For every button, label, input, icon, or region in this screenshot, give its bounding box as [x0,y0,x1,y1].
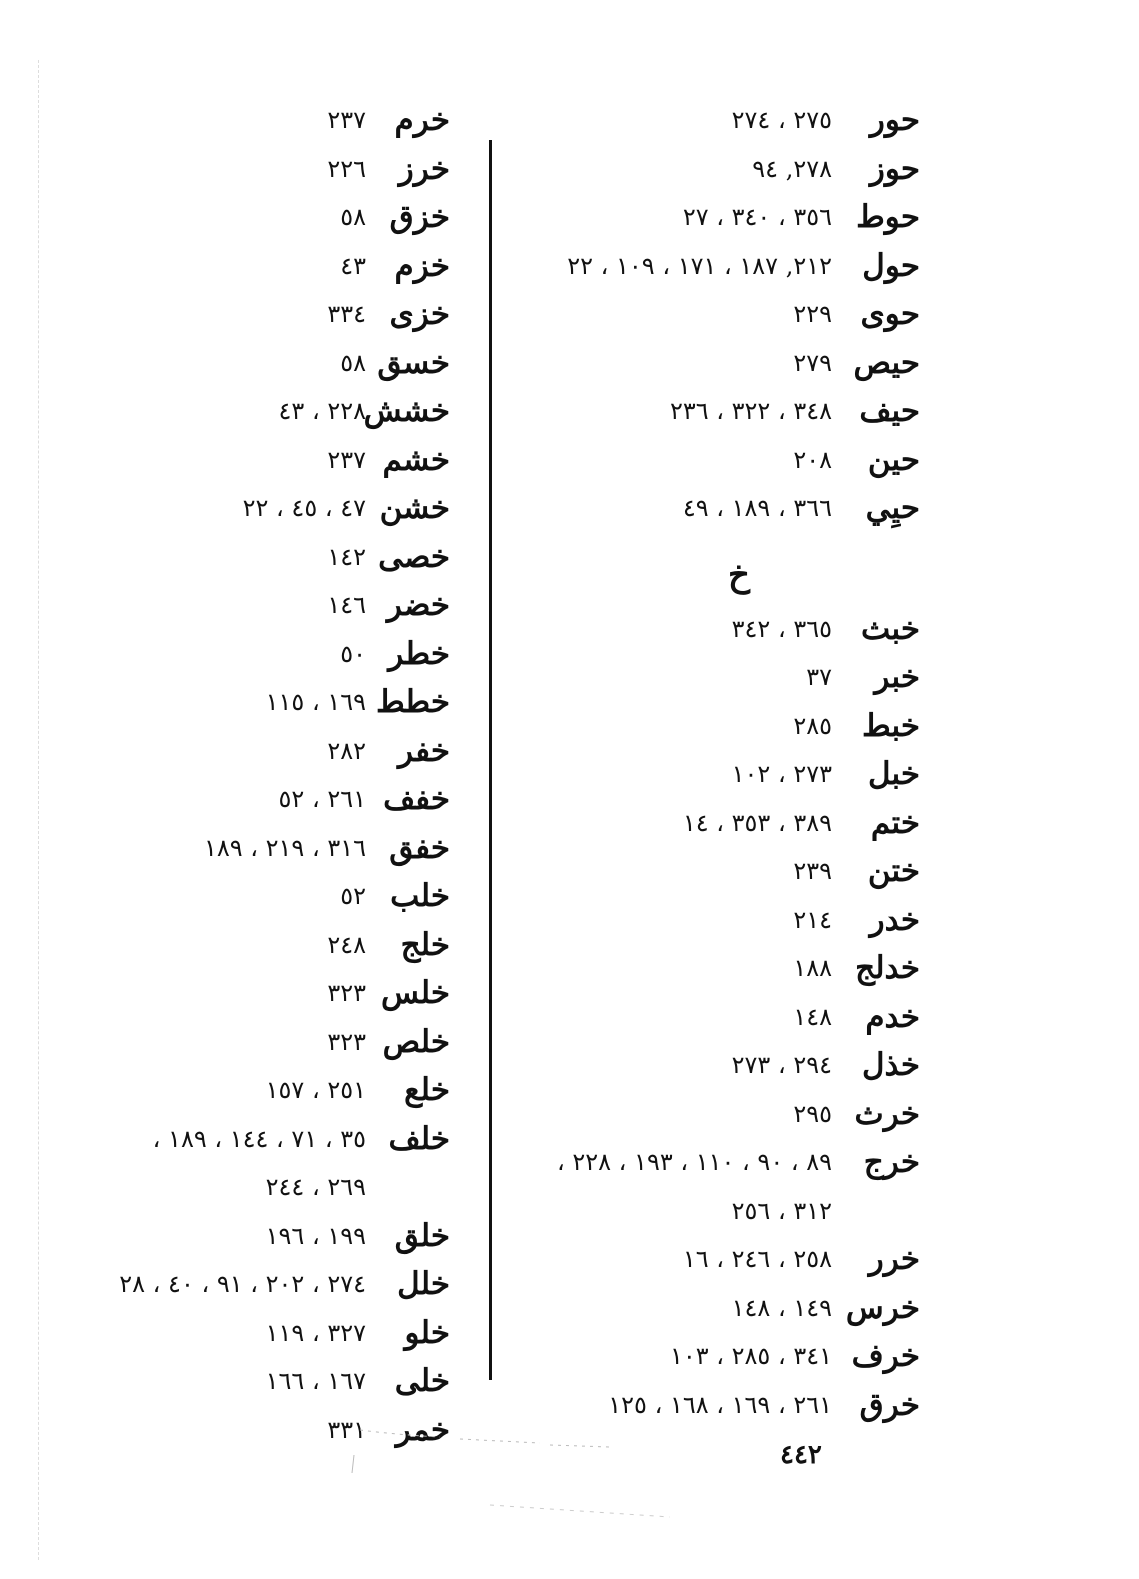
entry-pages: ١٦٩ ، ١١٥ [265,688,366,716]
entry-root: خفر [398,732,450,769]
entry-pages: ٣٥٦ ، ٣٤٠ ، ٢٧ [682,203,832,231]
entry-root: خفق [389,829,450,866]
column-divider [489,140,492,1380]
entry-pages: ٢٧٨, ٩٤ [752,154,832,183]
index-entry [110,387,460,436]
index-entry [110,96,460,145]
entry-root: خلج [400,926,450,963]
entry-root: خطر [388,635,450,672]
entry-pages: ٢٢٨ ، ٤٣ [278,397,366,425]
entry-root: خفف [383,781,450,817]
entry-pages: ٤٣ [340,251,366,280]
index-entry [540,944,920,993]
entry-pages: ٣٤٨ ، ٣٢٢ ، ٢٣٦ [669,397,832,425]
entry-root: خبث [861,610,920,647]
entry-pages: ٢٧٣ ، ١٠٢ [731,760,832,788]
index-entry [110,775,460,824]
index-entry [110,678,460,727]
index-entry [540,702,920,751]
entry-root: حول [862,247,920,284]
right-entries-top [540,96,920,533]
entry-pages: ٣٦٥ ، ٣٤٢ [731,614,832,643]
index-entry [540,436,920,485]
index-entry [110,969,460,1018]
index-entry [540,1332,920,1381]
entry-root: خدر [869,901,920,938]
index-entry [540,242,920,291]
entry-root: خمر [395,1411,450,1448]
letter-heading-text: خ [728,554,750,595]
entry-root: حين [867,441,920,478]
index-entry [540,1138,920,1187]
index-entry [110,242,460,291]
index-entry [540,1090,920,1139]
entry-pages: ٣١٦ ، ٢١٩ ، ١٨٩ [203,833,366,862]
entry-root: خزم [394,247,450,284]
entry-root: خذل [862,1047,920,1083]
entry-pages: ٣٤١ ، ٢٨٥ ، ١٠٣ [669,1342,832,1370]
index-entry [540,290,920,339]
entry-root: خزق [389,199,450,235]
index-entry [110,1018,460,1067]
entry-root: خزى [389,296,450,332]
entry-root: ختم [870,804,920,841]
entry-root: خرر [868,1241,920,1277]
entry-root: خلس [381,975,450,1011]
index-entry [540,799,920,848]
entry-pages: ٣٣١ [327,1415,366,1444]
index-entry [540,193,920,242]
entry-pages: ١٤٢ [327,542,366,571]
entry-root: خلو [404,1314,450,1351]
entry-root: خلى [394,1363,450,1399]
entry-pages: ١٤٩ ، ١٤٨ [731,1293,832,1322]
entry-pages: ٢٥١ ، ١٥٧ [265,1076,366,1104]
index-entry [540,1187,920,1236]
entry-root: خشش [363,393,450,429]
index-entry [540,605,920,654]
entry-root: خلف [388,1120,450,1157]
entry-pages: ٣٢٣ [327,1027,366,1056]
entry-root: خسق [377,344,450,381]
entry-root: خطط [375,684,450,720]
entry-root: خرز [398,150,450,187]
entry-pages: ٣٢٧ ، ١١٩ [265,1318,366,1347]
entry-root: خرس [845,1289,920,1326]
entry-root: حيف [859,393,920,429]
index-entry [110,484,460,533]
scan-specks [340,1425,740,1545]
entry-pages: ٢٢٦ [327,154,366,183]
entry-pages: ٥٨ [340,203,366,231]
entry-pages: ٢٢٩ [793,300,832,328]
entry-root: خلع [404,1072,450,1108]
entry-pages: ٢٩٤ ، ٢٧٣ [731,1051,832,1079]
index-entry [540,484,920,533]
page-number: ٤٤٢ [780,1440,822,1470]
index-entry [110,1163,460,1212]
entry-pages: ٨٩ ، ٩٠ ، ١١٠ ، ١٩٣ ، ٢٢٨ ، [556,1148,832,1176]
entry-pages: ٥٢ [340,882,366,910]
letter-heading [540,533,920,605]
entry-pages: ٣٣٤ [327,300,366,328]
index-entry [540,145,920,194]
index-entry [110,1066,460,1115]
index-entry [110,1260,460,1309]
index-entry [110,1309,460,1358]
entry-pages: ٢٠٨ [793,445,832,474]
index-entry [540,387,920,436]
right-column [540,96,920,1429]
index-entry [540,1381,920,1430]
entry-pages: ٢٨٢ [327,736,366,765]
entry-pages: ٣١٢ ، ٢٥٦ [731,1196,832,1225]
index-entry [540,96,920,145]
entry-root: خبط [862,707,920,744]
index-entry [110,727,460,776]
entry-pages: ٢٦٩ ، ٢٤٤ [265,1173,366,1201]
left-entries [110,96,460,1454]
index-entry [110,436,460,485]
index-entry [110,921,460,970]
index-entry [540,993,920,1042]
index-entry [110,533,460,582]
entry-root: خبر [874,659,920,695]
index-entry [540,1235,920,1284]
entry-pages: ٢٥٨ ، ٢٤٦ ، ١٦ [682,1245,832,1273]
entry-root: ختن [867,853,920,889]
entry-root: خضر [386,587,450,623]
index-entry [110,1357,460,1406]
left-column [110,96,460,1454]
index-entry [540,847,920,896]
index-entry [540,1284,920,1333]
entry-pages: ٢٧٥ ، ٢٧٤ [731,106,832,134]
entry-pages: ٢٣٧ [327,445,366,474]
entry-pages: ١٩٩ ، ١٩٦ [265,1221,366,1250]
index-entry [540,750,920,799]
index-entry [540,1041,920,1090]
entry-root: خدم [865,998,920,1035]
index-entry [110,145,460,194]
index-entry [110,1115,460,1164]
entry-pages: ١٤٨ [793,1002,832,1031]
entry-pages: ٥٠ [340,639,366,668]
entry-root: حوى [860,296,920,332]
entry-root: خلل [397,1266,450,1302]
entry-root: حيص [853,344,920,381]
entry-root: خشم [382,441,450,478]
index-entry [110,339,460,388]
entry-pages: ٣٨٩ ، ٣٥٣ ، ١٤ [682,808,832,837]
entry-pages: ٢٧٩ [793,348,832,377]
entry-root: حيِي [865,490,920,526]
entry-pages: ٢٤٨ [327,930,366,959]
index-entry [110,872,460,921]
entry-root: خشن [379,490,450,526]
entry-pages: ٣٥ ، ٧١ ، ١٤٤ ، ١٨٩ ، [152,1124,366,1153]
entry-pages: ٢١٤ [793,905,832,934]
scan-edge-line [38,60,39,1560]
index-entry [110,290,460,339]
entry-root: خلب [390,878,450,914]
entry-pages: ٢٦١ ، ٥٢ [278,785,366,813]
entry-pages: ٢٨٥ [793,711,832,740]
entry-pages: ٣٧ [806,663,832,691]
index-entry [110,581,460,630]
entry-root: خرف [851,1338,920,1374]
entry-pages: ١٨٨ [793,954,832,982]
entry-pages: ٢١٢, ١٨٧ ، ١٧١ ، ١٠٩ ، ٢٢ [567,251,832,280]
entry-root: خصى [378,538,450,575]
entry-pages: ١٦٧ ، ١٦٦ [265,1367,366,1395]
entry-root: خرق [859,1386,920,1423]
right-entries-bottom [540,605,920,1430]
entry-pages: ٥٨ [340,348,366,377]
entry-root: حوز [869,150,920,187]
entry-root: خلق [394,1217,450,1254]
entry-pages: ٢٩٥ [793,1099,832,1128]
entry-root: خرم [394,102,450,138]
entry-root: خدلج [855,950,920,986]
index-entry [540,339,920,388]
index-entry [110,630,460,679]
index-entry [540,896,920,945]
entry-pages: ٢٧٤ ، ٢٠٢ ، ٩١ ، ٤٠ ، ٢٨ [119,1270,366,1298]
index-entry [110,193,460,242]
entry-pages: ٢٣٩ [793,857,832,885]
entry-root: خلص [382,1023,450,1060]
entry-root: خرج [863,1144,920,1180]
entry-pages: ٤٧ ، ٤٥ ، ٢٢ [242,494,366,522]
entry-pages: ١٤٦ [327,591,366,619]
entry-root: خرث [854,1095,920,1132]
entry-pages: ٢٦١ ، ١٦٩ ، ١٦٨ ، ١٢٥ [608,1390,832,1419]
entry-pages: ٢٣٧ [327,106,366,134]
index-entry [110,824,460,873]
entry-pages: ٣٦٦ ، ١٨٩ ، ٤٩ [682,494,832,522]
entry-root: حوط [856,199,920,235]
index-entry [110,1212,460,1261]
index-entry [540,653,920,702]
entry-root: خبل [868,756,920,792]
entry-pages: ٣٢٣ [327,979,366,1007]
entry-root: حور [869,102,920,138]
